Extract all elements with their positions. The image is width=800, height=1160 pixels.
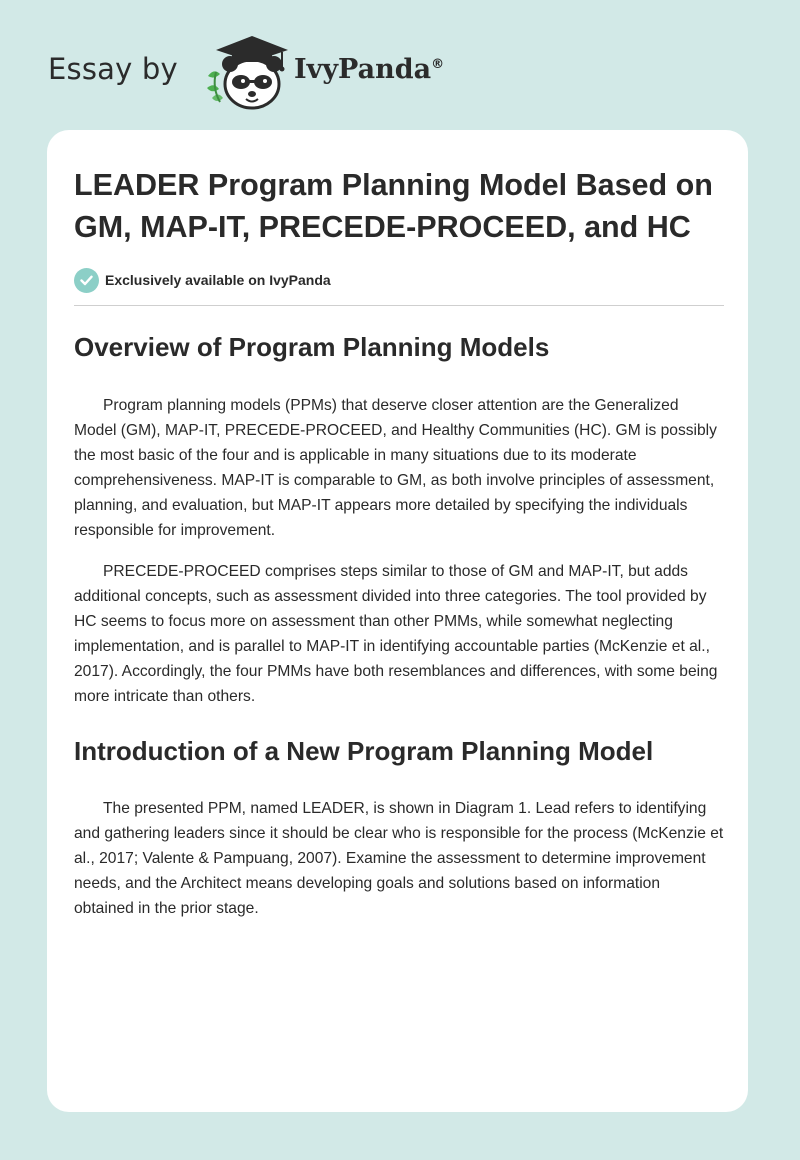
paragraph: PRECEDE-PROCEED comprises steps similar to those of GM and MAP-IT, but adds additional concepts, such as assessment divided into three categories. The tool provided by HC seems to focus more on assessment than other PMMs, while somewhat neglecting implementation, and is parallel to MAP-IT in identifying accountable parties (McKenzie et al., 2017). Accordingly, the four PMMs have both resemblances and differences, with some being more intricate than others. (74, 563, 718, 705)
brand-name: IvyPanda® (294, 54, 445, 85)
page-title: LEADER Program Planning Model Based on GM, MAP-IT, PRECEDE-PROCEED, and HC (74, 168, 713, 244)
section-heading-overview: Overview of Program Planning Models (74, 332, 550, 362)
panda-graduate-logo-icon (202, 32, 290, 112)
brand-header[interactable] (48, 32, 488, 112)
essay-card (47, 130, 748, 1112)
brand-essay-by: Essay by (48, 52, 178, 86)
exclusive-label: Exclusively available on IvyPanda (105, 272, 331, 288)
section-heading-introduction: Introduction of a New Program Planning Model (74, 736, 654, 766)
paragraph: Program planning models (PPMs) that deserve closer attention are the Generalized Model (GM), MAP-IT, PRECEDE-PROCEED, and Healthy Communities (HC). GM is possibly the most basic of the four and is applicable in many situations due to its moderate comprehensiveness. MAP-IT is comparable to GM, as both involve principles of assessment, planning, and evaluation, but MAP-IT appears more detailed by specifying the individuals responsible for improvement. (74, 397, 717, 539)
divider (74, 305, 724, 306)
paragraph: The presented PPM, named LEADER, is shown in Diagram 1. Lead refers to identifying and gathering leaders since it should be clear who is responsible for the process (McKenzie et al., 2017; Valente & Pampuang, 2007). Examine the assessment to determine improvement needs, and the Architect means developing goals and solutions based on information obtained in the prior stage. (74, 800, 724, 917)
essay-content (74, 164, 724, 921)
checkmark-icon (74, 268, 99, 293)
exclusive-badge (74, 266, 724, 294)
